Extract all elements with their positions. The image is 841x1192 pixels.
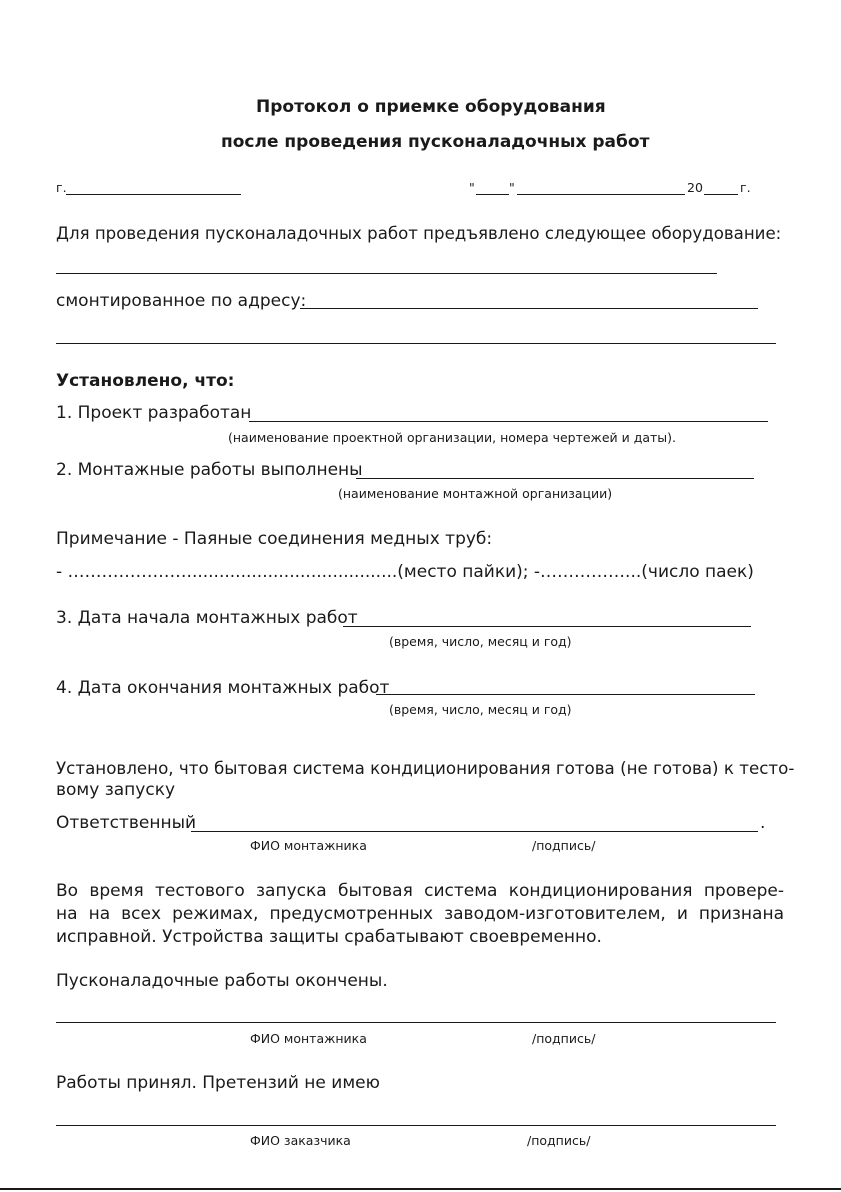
item4-label: 4. Дата окончания монтажных работ — [56, 678, 390, 698]
address-field-2[interactable] — [56, 343, 776, 344]
readiness-text-line1: Установлено, что бытовая система кондиционирования готова (не готова) к тесто- — [56, 758, 795, 778]
test-run-line2: на на всех режимах, предусмотренных заводом-изготовителем, и признана — [56, 904, 784, 924]
acceptance-text: Работы принял. Претензий не имею — [56, 1073, 380, 1093]
item4-hint: (время, число, месяц и год) — [389, 702, 572, 717]
date-close-quote: " — [509, 180, 515, 195]
responsible-field[interactable] — [191, 831, 758, 832]
equipment-text: Для проведения пусконаладочных работ предъявлено следующее оборудование: — [56, 224, 782, 243]
city-field[interactable] — [66, 194, 241, 195]
note-label: Примечание - Паяные соединения медных труб: — [56, 529, 493, 549]
address-label: смонтированное по адресу: — [56, 291, 307, 311]
page-bottom-rule — [0, 1188, 841, 1190]
test-run-line3: исправной. Устройства защиты срабатывают своевременно. — [56, 927, 602, 947]
equipment-field[interactable] — [56, 273, 717, 274]
findings-heading: Установлено, что: — [56, 371, 235, 391]
item3-field[interactable] — [343, 626, 751, 627]
completion-fio-hint: ФИО монтажника — [250, 1031, 367, 1046]
readiness-text-line2: вому запуску — [56, 780, 176, 800]
day-field[interactable] — [476, 194, 509, 195]
completion-signature-hint: /подпись/ — [532, 1031, 596, 1046]
item3-hint: (время, число, месяц и год) — [389, 634, 572, 649]
address-field[interactable] — [300, 308, 758, 309]
item1-label: 1. Проект разработан — [56, 403, 252, 423]
item2-label: 2. Монтажные работы выполнены — [56, 460, 363, 480]
item3-label: 3. Дата начала монтажных работ — [56, 608, 358, 628]
item4-field[interactable] — [376, 694, 755, 695]
acceptance-fio-hint: ФИО заказчика — [250, 1133, 351, 1148]
item2-hint: (наименование монтажной организации) — [338, 486, 613, 501]
year-suffix: г. — [740, 180, 751, 195]
responsible-label: Ответственный — [56, 813, 197, 833]
document-title-line1: Протокол о приемке оборудования — [256, 97, 606, 117]
responsible-signature-hint: /подпись/ — [532, 838, 596, 853]
solder-line: - ………………….......................................(место пайки); -……………...(число паек) — [56, 562, 754, 582]
year-prefix: 20 — [687, 180, 703, 195]
acceptance-signature-line[interactable] — [56, 1125, 776, 1126]
city-prefix: г. — [56, 180, 67, 195]
year-field[interactable] — [704, 194, 738, 195]
month-field[interactable] — [517, 194, 685, 195]
responsible-end: . — [760, 813, 766, 833]
document-title-line2: после проведения пусконаладочных работ — [221, 132, 650, 152]
completion-signature-line[interactable] — [56, 1022, 776, 1023]
completion-text: Пусконаладочные работы окончены. — [56, 971, 388, 991]
acceptance-signature-hint: /подпись/ — [527, 1133, 591, 1148]
date-open-quote: " — [469, 180, 475, 195]
responsible-fio-hint: ФИО монтажника — [250, 838, 367, 853]
test-run-line1: Во время тестового запуска бытовая система кондиционирования провере- — [56, 881, 784, 901]
item2-field[interactable] — [356, 478, 754, 479]
item1-field[interactable] — [249, 421, 768, 422]
item1-hint: (наименование проектной организации, номера чертежей и даты). — [228, 430, 677, 445]
